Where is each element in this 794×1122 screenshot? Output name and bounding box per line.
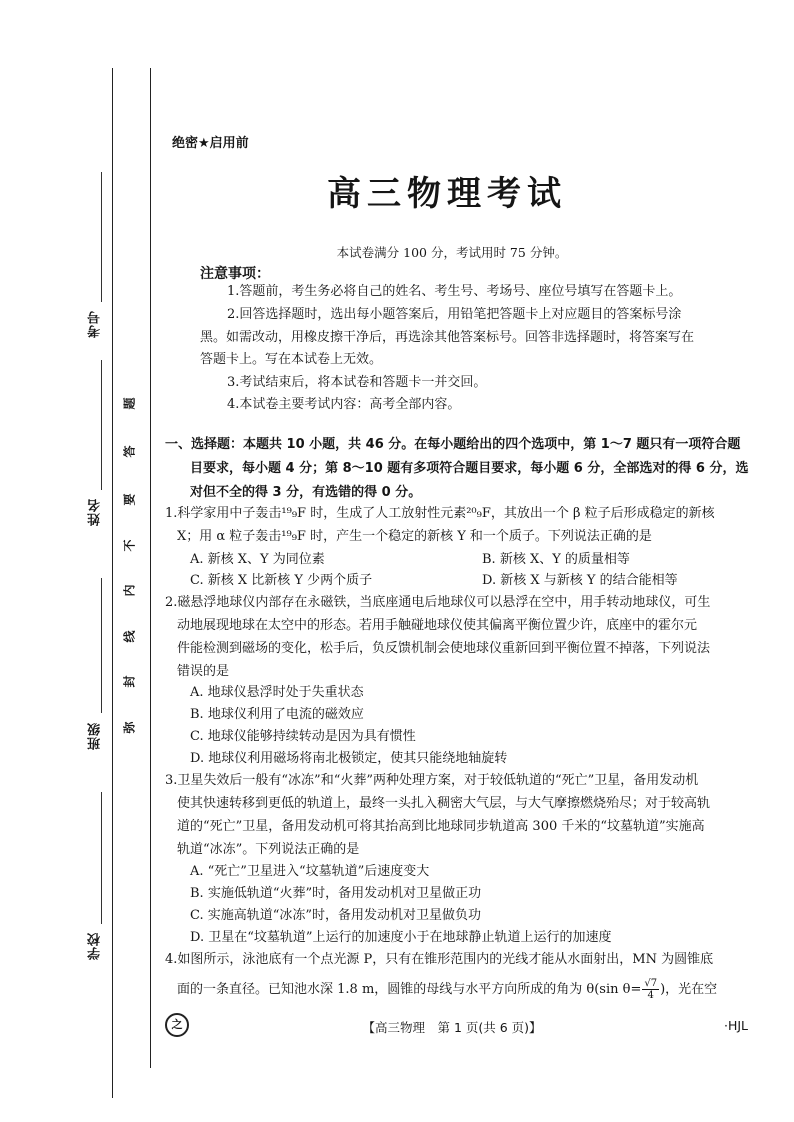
seal-char: 内	[122, 584, 137, 597]
seal-char: 线	[122, 630, 137, 643]
question-text: 使其快速转移到更低的轨道上，最终一头扎入稠密大气层，与大气摩擦燃烧殆尽；对于较高轨	[177, 796, 711, 811]
seal-char: 弥	[122, 721, 137, 734]
exam-no-label: 考号	[88, 310, 103, 338]
sqrt7-over-4-fraction	[642, 978, 659, 1001]
q4-line2-start: 面的一条直径。已知池水深 1.8 m，圆锥的母线与水平方向所成的角为 θ(sin θ=	[177, 982, 642, 997]
fraction-denominator: 4	[647, 990, 654, 1001]
question-text: 轨道“冰冻”。下列说法正确的是	[177, 842, 360, 857]
question-text: 错误的是	[177, 664, 230, 679]
page-title: 高三物理考试	[327, 174, 567, 214]
question-text-with-formula	[177, 978, 717, 1001]
notice-line: 黑。如需改动，用橡皮擦干净后，再选涂其他答案标号。回答非选择题时，将答案写在	[200, 330, 695, 345]
name-line	[101, 360, 102, 490]
class-label: 班级	[88, 722, 103, 750]
option: D. 地球仪利用磁场将南北极锁定，使其只能绕地轴旋转	[190, 751, 508, 766]
option: C. 地球仪能够持续转动是因为具有惯性	[190, 729, 416, 744]
seal-char: 不	[122, 539, 137, 552]
footer-code: ·HJL	[724, 1018, 749, 1033]
question-text: 3.卫星失效后一般有“冰冻”和“火葬”两种处理方案，对于较低轨道的“死亡”卫星，备用发动机	[165, 773, 699, 788]
question-text: X；用 α 粒子轰击¹⁹₉F 时，产生一个稳定的新核 Y 和一个质子。下列说法正确的是	[177, 529, 652, 544]
notice-line: 4.本试卷主要考试内容：高考全部内容。	[227, 397, 461, 412]
option: B. 新核 X、Y 的质量相等	[482, 552, 630, 567]
seal-char: 答	[122, 445, 137, 458]
option: A. “死亡”卫星进入“坟墓轨道”后速度变大	[190, 864, 430, 879]
section-heading: 一、选择题：本题共 10 小题，共 46 分。在每小题给出的四个选项中，第 1～7 题只有一项符合题	[165, 437, 741, 452]
notice-line: 1.答题前，考生务必将自己的姓名、考生号、考场号、座位号填写在答题卡上。	[227, 284, 682, 299]
page-footer: 【高三物理 第 1 页(共 6 页)】	[362, 1020, 542, 1035]
notice-line: 3.考试结束后，将本试卷和答题卡一并交回。	[227, 375, 487, 390]
section-heading: 对但不全的得 3 分，有选错的得 0 分。	[190, 485, 422, 500]
option: A. 地球仪悬浮时处于失重状态	[190, 685, 364, 700]
notice-line: 答题卡上。写在本试卷上无效。	[200, 352, 383, 367]
option: D. 卫星在“坟墓轨道”上运行的加速度小于在地球静止轨道上运行的加速度	[190, 930, 612, 945]
class-line	[101, 578, 102, 713]
option: A. 新核 X、Y 为同位素	[190, 552, 325, 567]
q4-line2-end: )，光在空	[660, 982, 718, 997]
question-text: 动地展现地球在太空中的形态。若用手触碰地球仪使其偏离平衡位置少许，底座中的霍尔元	[177, 618, 698, 633]
seal-char: 要	[122, 493, 137, 506]
question-text: 件能检测到磁场的变化，松手后，负反馈机制会使地球仪重新回到平衡位置不掉落，下列说法	[177, 641, 711, 656]
question-text: 1.科学家用中子轰击¹⁹₉F 时，生成了人工放射性元素²⁰₉F，其放出一个 β 粒子后形成稳定的新核	[165, 506, 715, 521]
option: C. 新核 X 比新核 Y 少两个质子	[190, 573, 373, 588]
margin-border-inner	[150, 68, 151, 1068]
school-line	[101, 792, 102, 924]
confidential-mark: 绝密★启用前	[172, 136, 249, 151]
notice-line: 2.回答选择题时，选出每小题答案后，用铅笔把答题卡上对应题目的答案标号涂	[227, 307, 682, 322]
section-heading: 目要求，每小题 4 分；第 8～10 题有多项符合题目要求，每小题 6 分，全部选对的得 6 分，选	[190, 461, 749, 476]
notice-heading: 注意事项：	[200, 266, 270, 282]
option: D. 新核 X 与新核 Y 的结合能相等	[482, 573, 678, 588]
seal-char: 封	[122, 675, 137, 688]
option: B. 地球仪利用了电流的磁效应	[190, 707, 364, 722]
question-text: 道的“死亡”卫星，备用发动机可将其抬高到比地球同步轨道高 300 千米的“坟墓轨道”实施高	[177, 819, 705, 834]
publisher-logo-icon: 之	[165, 1013, 189, 1037]
name-label: 姓名	[88, 498, 103, 526]
school-label: 学校	[88, 932, 103, 960]
question-text: 4.如图所示，泳池底有一个点光源 P，只有在锥形范围内的光线才能从水面射出，MN 为圆锥底	[165, 952, 714, 967]
option: C. 实施高轨道“冰冻”时，备用发动机对卫星做负功	[190, 908, 482, 923]
margin-border-outer	[112, 68, 113, 1098]
seal-char: 题	[122, 397, 137, 410]
fraction-numerator: √7	[644, 978, 658, 989]
score-info: 本试卷满分 100 分，考试用时 75 分钟。	[336, 245, 568, 260]
option: B. 实施低轨道“火葬”时，备用发动机对卫星做正功	[190, 886, 482, 901]
question-text: 2.磁悬浮地球仪内部存在永磁铁，当底座通电后地球仪可以悬浮在空中，用手转动地球仪，可生	[165, 595, 711, 610]
